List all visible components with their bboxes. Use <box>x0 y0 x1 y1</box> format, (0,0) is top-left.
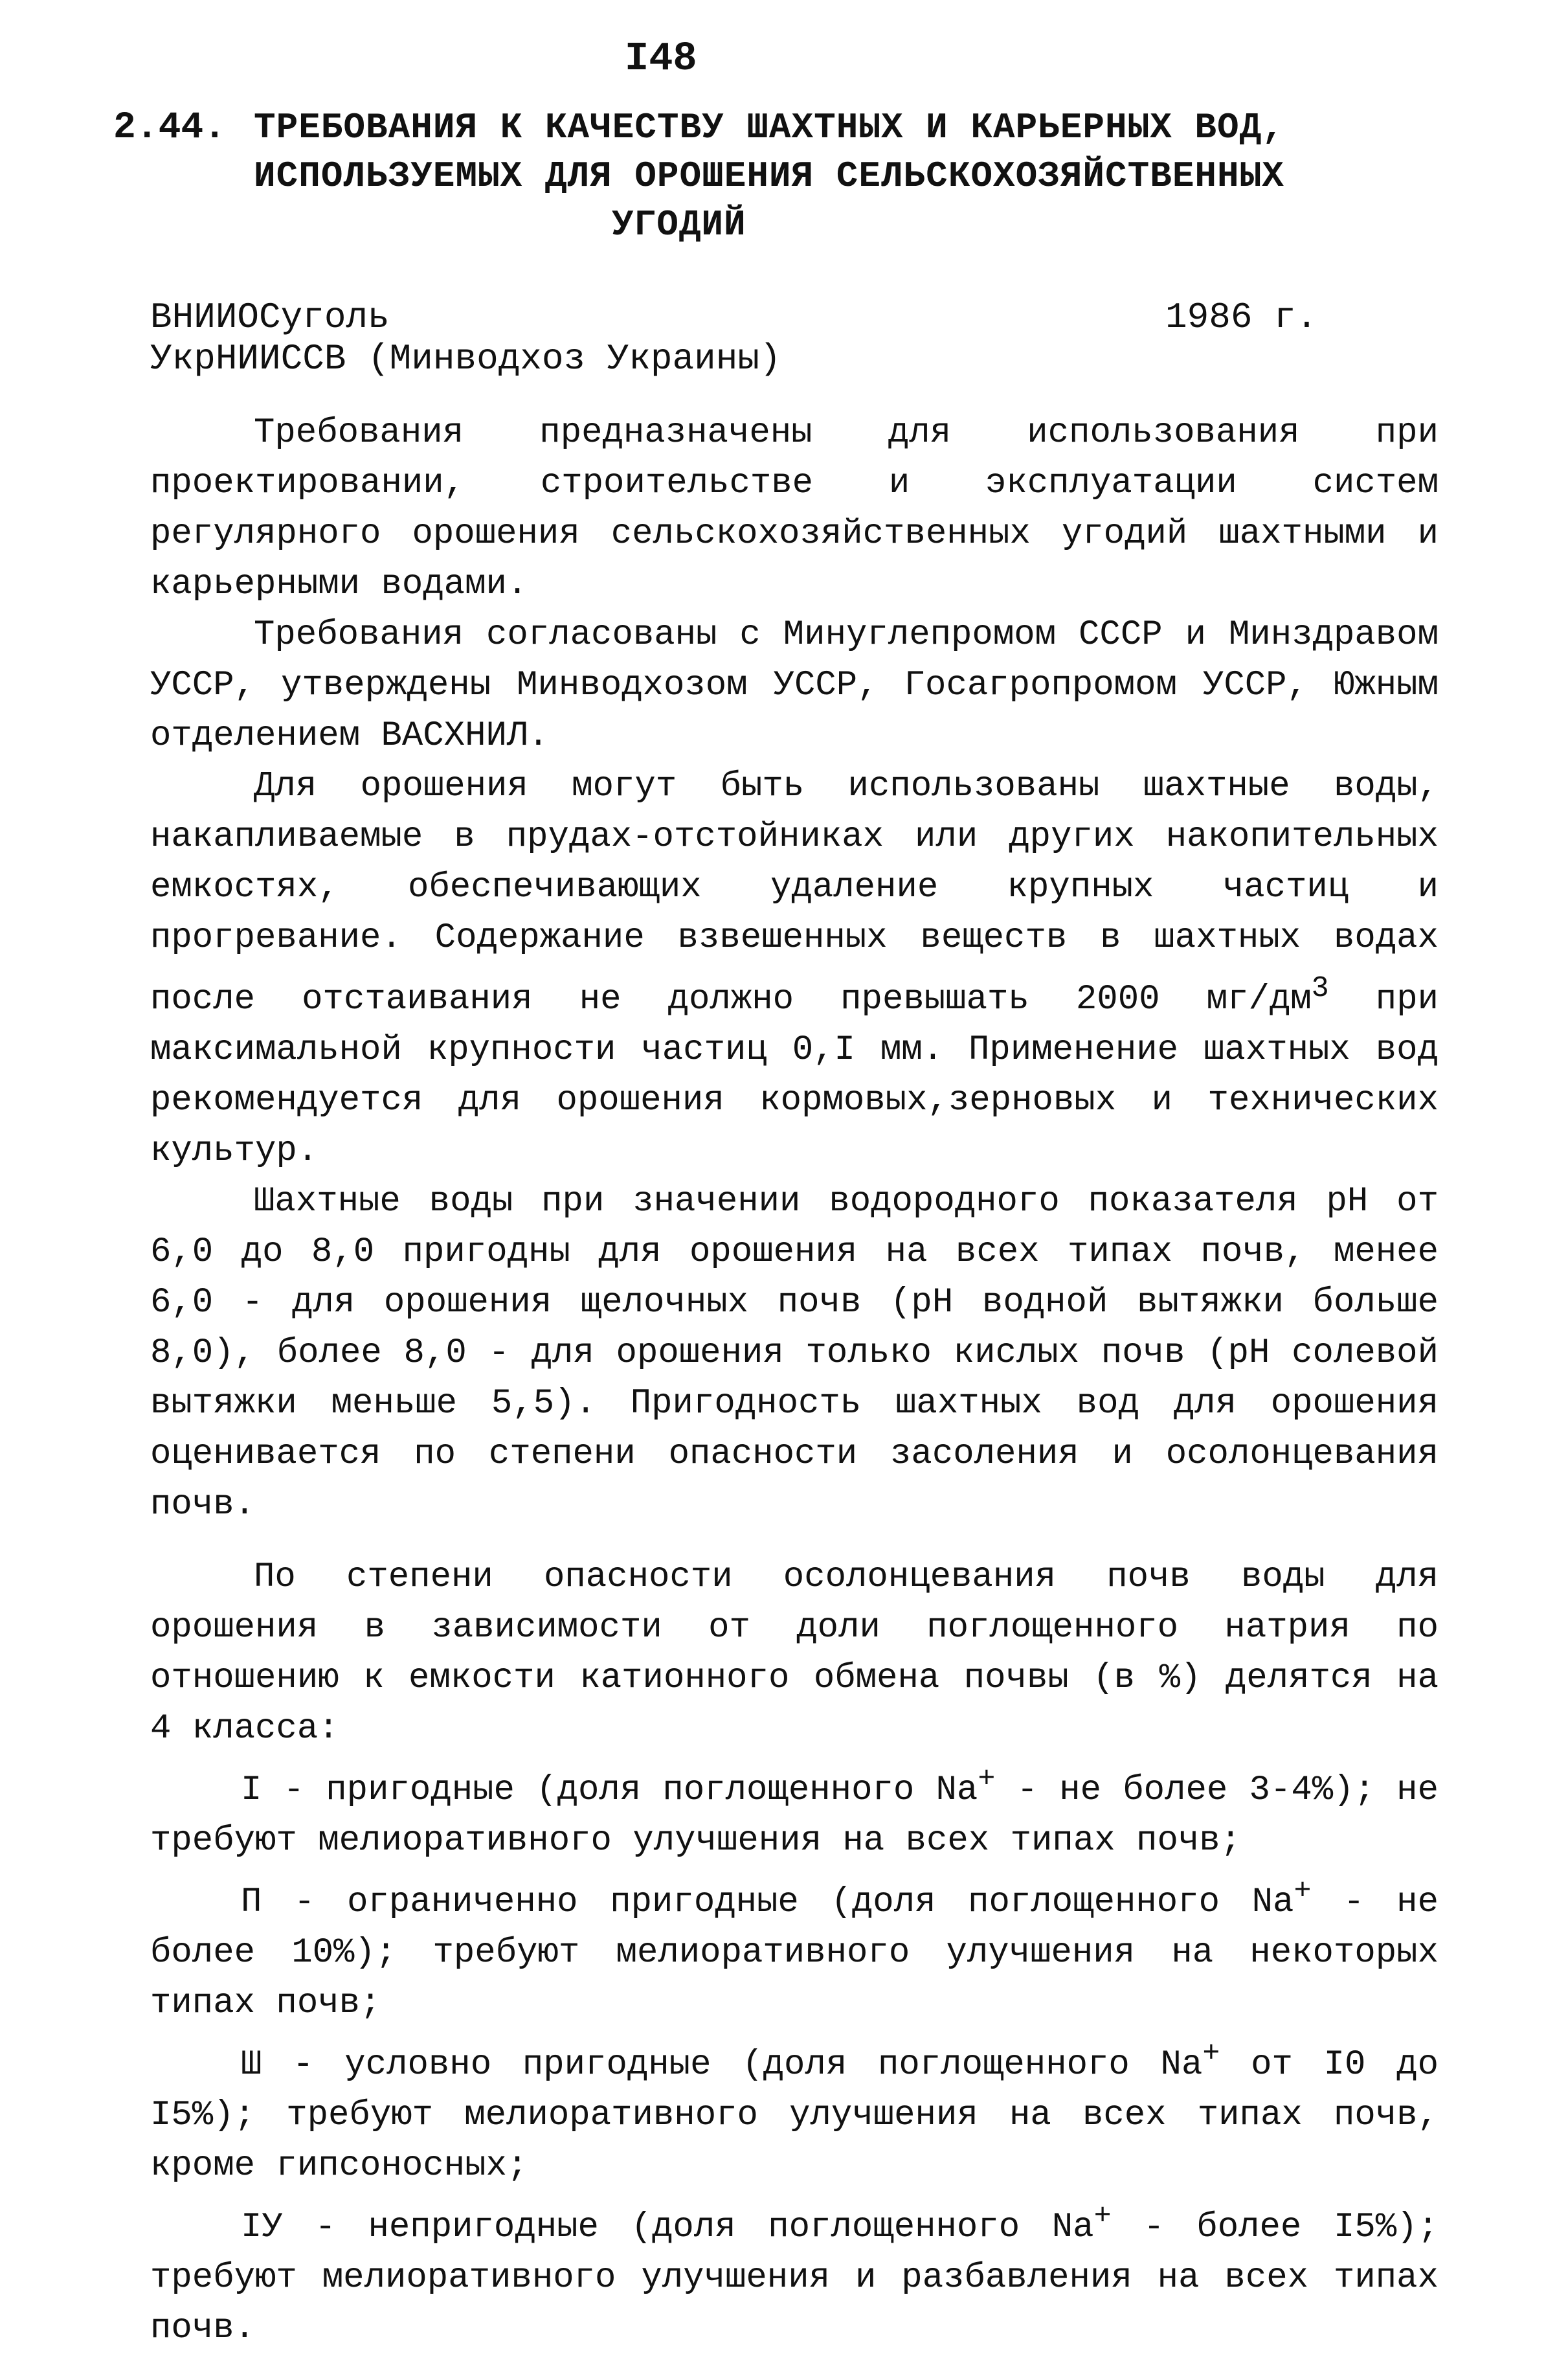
class-item <box>150 1754 1439 1866</box>
class-text: П - ограниченно пригодные (доля поглощенного Na <box>241 1883 1294 1922</box>
document-body <box>150 408 1439 2354</box>
class-item <box>150 1866 1439 2029</box>
paragraph-suspended-solids <box>150 762 1439 1177</box>
superscript: + <box>1202 2037 1220 2070</box>
class-text: IУ - непригодные (доля поглощенного Na <box>241 2208 1094 2247</box>
superscript: 3 <box>1311 972 1329 1005</box>
paragraph-ph: Шахтные воды при значении водородного показателя pH от 6,0 до 8,0 пригодны для орошения на всех типах почв, менее 6,0 - для орошения щелочных почв (pH водной вытяжки больше 8,0), более 8,0 - для орошения только кислых почв (pH солевой вытяжки меньше 5,5). Пригодность шахтных вод для орошения оценивается по степени опасности засоления и осолонцевания почв. <box>150 1182 1439 1524</box>
section-title-line-1: ТРЕБОВАНИЯ К КАЧЕСТВУ ШАХТНЫХ И КАРЬЕРНЫХ ВОД, <box>254 107 1284 148</box>
class-text: - не более 3-4%); не требуют мелиоративного улучшения на всех типах почв; <box>150 1771 1439 1861</box>
class-item <box>150 2029 1439 2191</box>
section-number: 2.44. <box>113 107 227 149</box>
spacer <box>150 1530 1439 1552</box>
section-title-line-3: УГОДИЙ <box>612 204 746 245</box>
superscript: + <box>978 1763 996 1796</box>
publication-year: 1986 г. <box>1165 297 1318 338</box>
class-text: Ш - условно пригодные (доля поглощенного Na <box>241 2045 1203 2085</box>
organization-2: УкрНИИССВ (Минводхоз Украины) <box>150 338 781 379</box>
paragraph-approval: Требования согласованы с Минуглепромом СССР и Минздравом УССР, утверждены Минводхозом УССР, Госагропромом УССР, Южным отделением ВАСХНИЛ. <box>150 615 1439 756</box>
class-text: от I0 до I5%); требуют мелиоративного улучшения на всех типах почв, кроме гипсоносных; <box>150 2045 1439 2186</box>
paragraph-purpose: Требования предназначены для использования при проектировании, строительстве и эксплуатации систем регулярного орошения сельскохозяйственных угодий шахтными и карьерными водами. <box>150 413 1439 604</box>
class-text: I - пригодные (доля поглощенного Na <box>241 1771 978 1810</box>
paragraph-text: при максимальной крупности частиц 0,I мм. Применение шахтных вод рекомендуется для орошения кормовых,зерновых и технических культур. <box>150 980 1439 1171</box>
organization-1: ВНИИОСуголь <box>150 297 390 338</box>
superscript: + <box>1294 1875 1312 1908</box>
class-text: - не более 10%); требуют мелиоративного улучшения на некоторых типах почв; <box>150 1883 1439 2023</box>
superscript: + <box>1093 2200 1112 2233</box>
paragraph-classes-intro: По степени опасности осолонцевания почв воды для орошения в зависимости от доли поглощенного натрия по отношению к емкости катионного обмена почвы (в %) делятся на 4 класса: <box>150 1557 1439 1749</box>
class-item <box>150 2191 1439 2354</box>
paragraph-text: Для орошения могут быть использованы шахтные воды, накапливаемые в прудах-отстойниках или других накопительных емкостях, обеспечивающих удаление крупных частиц и прогревание. Содержание взвешенных веществ в шахтных водах после отстаивания не должно превышать 2000 мг/дм <box>150 767 1439 1019</box>
page-number: I48 <box>625 36 697 82</box>
class-text: - более I5%); требуют мелиоративного улучшения и разбавления на всех типах почв. <box>150 2208 1439 2348</box>
section-title-line-2: ИСПОЛЬЗУЕМЫХ ДЛЯ ОРОШЕНИЯ СЕЛЬСКОХОЗЯЙСТВЕННЫХ <box>254 155 1284 197</box>
